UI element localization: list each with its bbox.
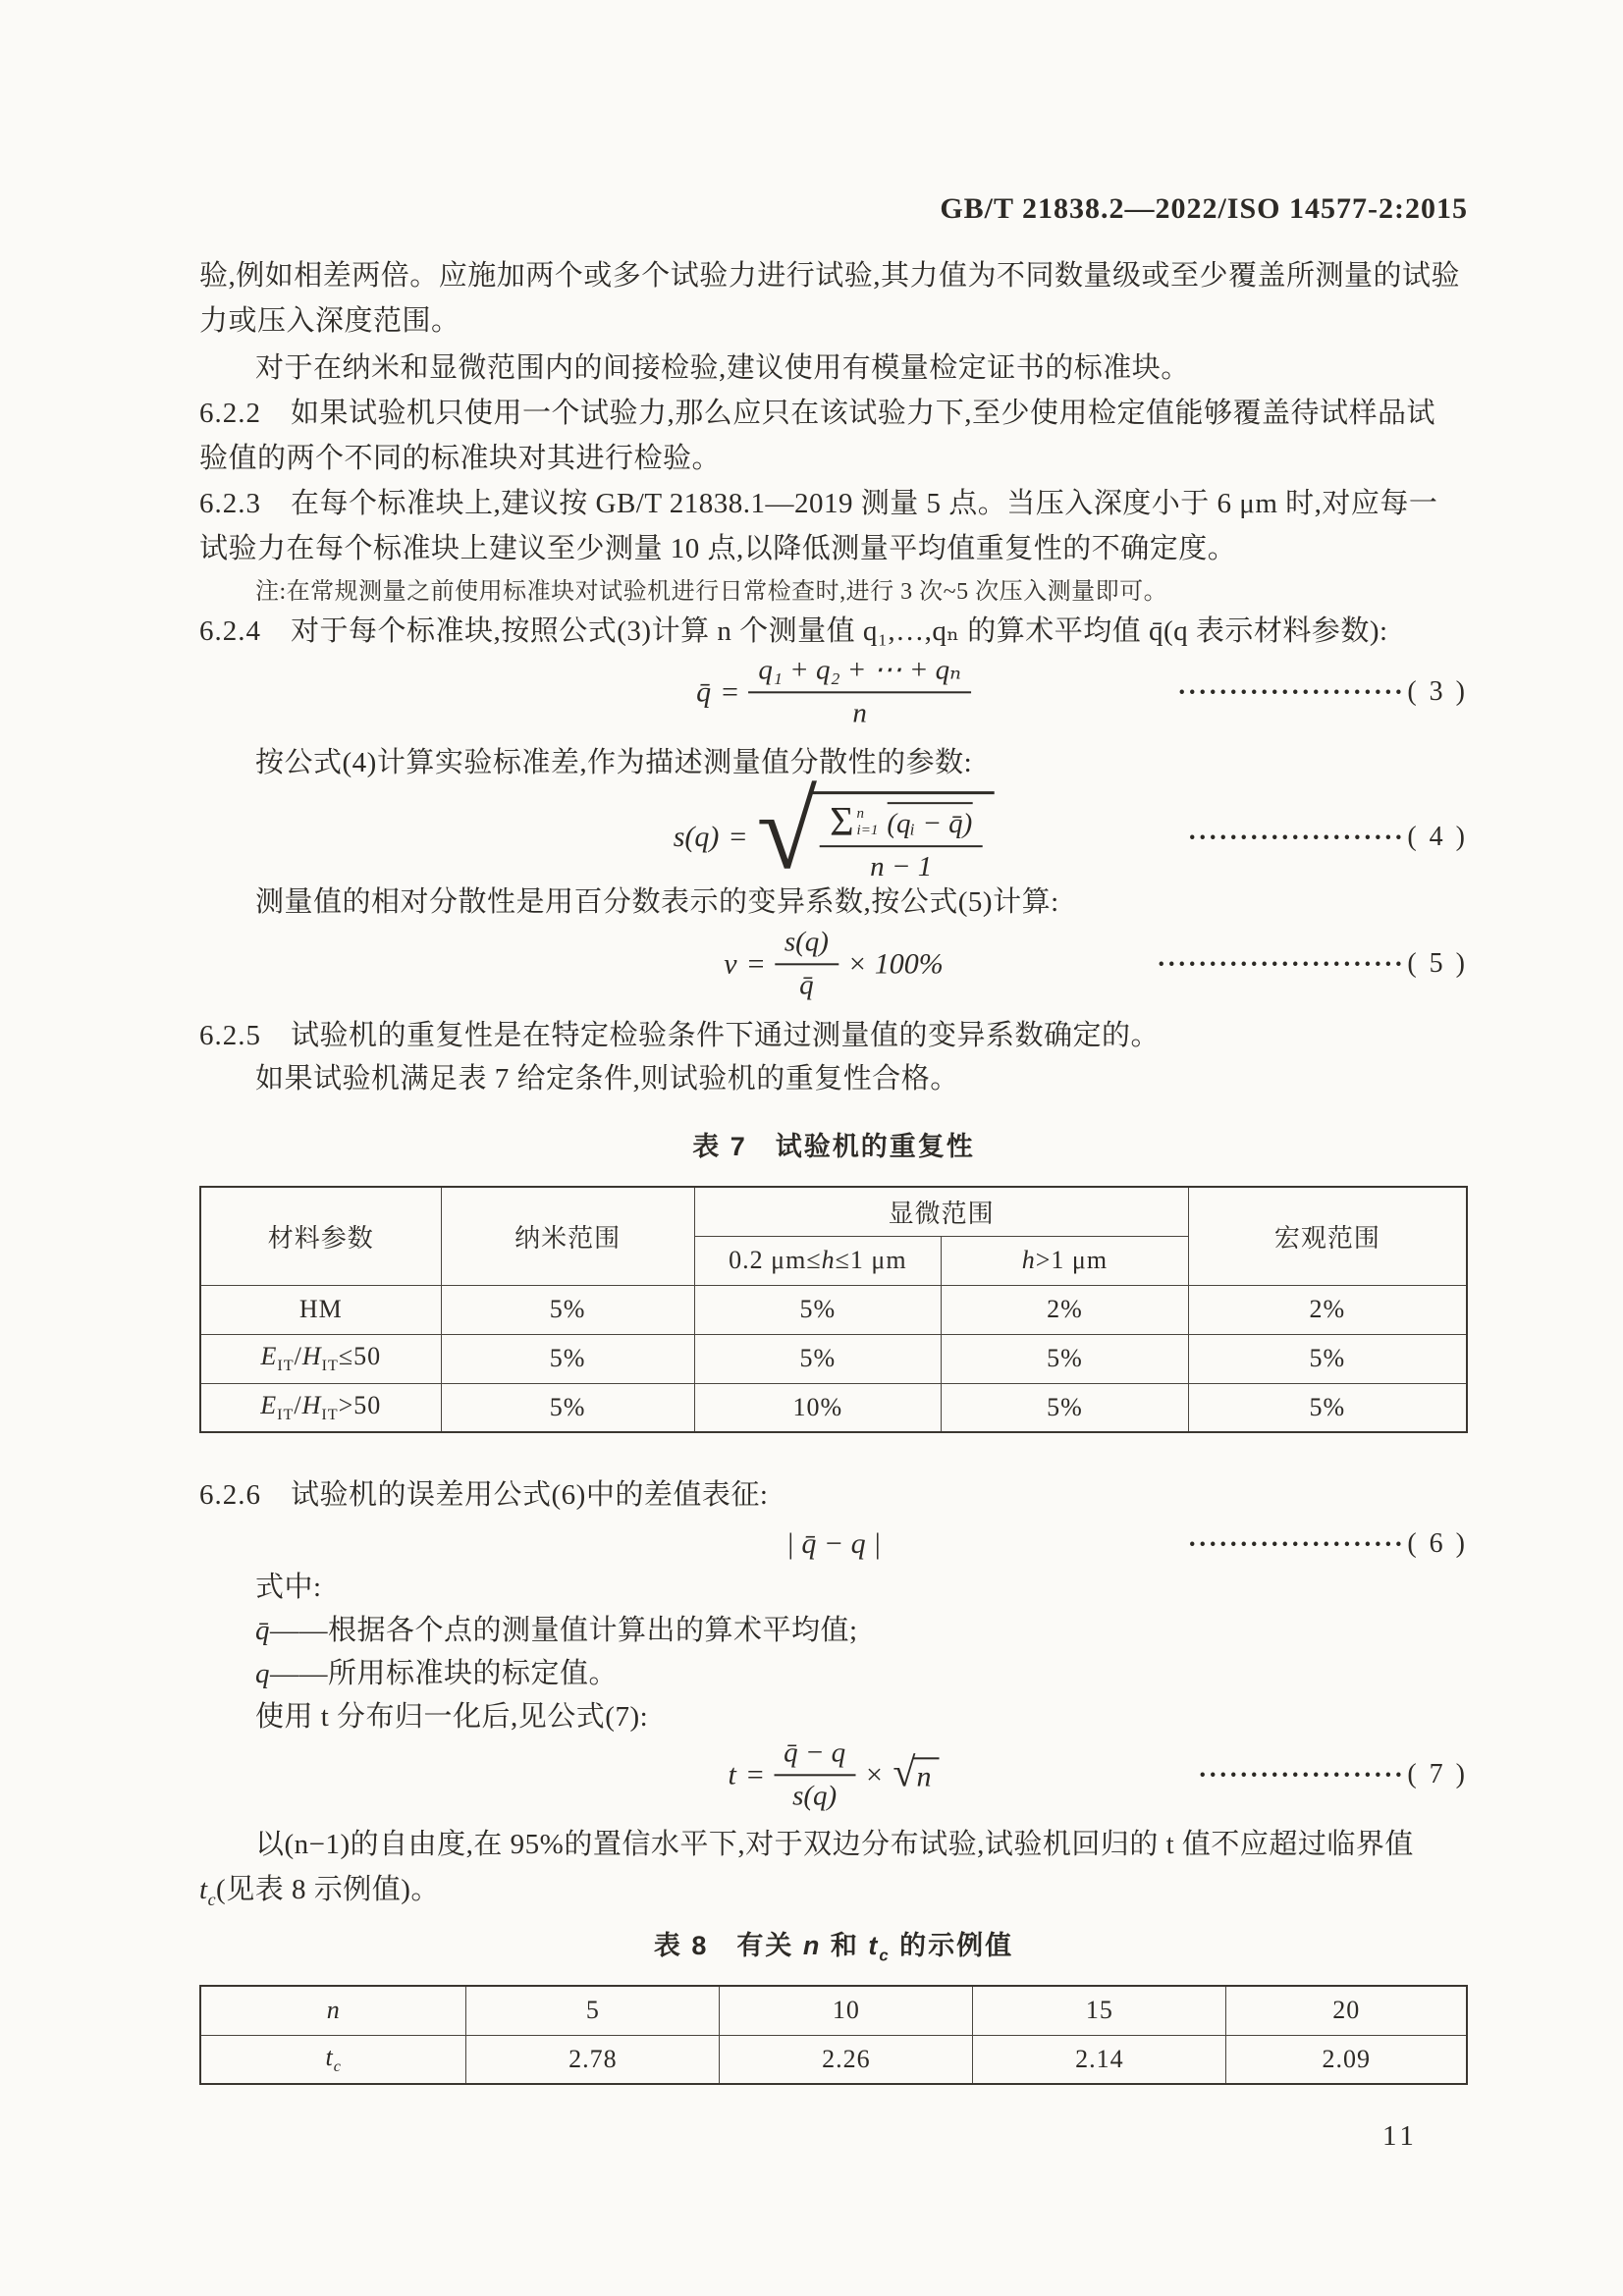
term-qbar [199,1608,1468,1653]
table8-cell: 2.14 [973,2035,1226,2084]
equation-5 [199,915,1468,1013]
sum-upper-limit: n [856,805,865,822]
paragraph-indirect-verification: 对于在纳米和显微范围内的间接检验,建议使用有模量检定证书的标准块。 [255,352,1190,384]
denominator: n − 1 [870,851,933,883]
eq6-expression: | q̄ − q | [785,1527,882,1560]
dot-leader: ······················ [1177,676,1405,707]
denominator: s(q) [792,1780,838,1811]
equation-reference [1157,948,1468,980]
section-text: 如果试验机只使用一个试验力,那么应只在该试验力下,至少使用检定值能够覆盖待试样品试 [291,398,1436,429]
table-7 [199,1186,1468,1433]
summation [830,800,879,846]
table7-cell: 10% [694,1383,942,1432]
table7-cell: 5% [1188,1383,1467,1432]
numerator: q̄ − q [774,1735,855,1776]
section-text: 在每个标准块上,建议按 GB/T 21838.1—2019 测量 5 点。当压入深度小于 6 μm 时,对应每一 [291,488,1438,519]
paragraph-continuation [199,253,1468,344]
table7-header-micro-sub1: 0.2 μm≤h≤1 μm [694,1236,942,1285]
table7-cell: 5% [694,1334,942,1383]
table7-cell: 2% [1188,1285,1467,1334]
section-6-2-2 [199,391,1468,481]
denominator: q̄ [799,969,814,1000]
equation-reference [1177,676,1468,708]
equation-3 [199,644,1468,740]
equation-reference [1188,1528,1468,1560]
equation-number: ( 6 ) [1407,1528,1468,1559]
table8-row-tc [200,2035,1467,2084]
table8-label-n: n [200,1986,466,2035]
table8-cell: 20 [1226,1986,1467,2035]
note-paragraph: 注:在常规测量之前使用标准块对试验机进行日常检查时,进行 3 次~5 次压入测量即可。 [255,579,1168,605]
section-number: 6.2.4 [199,615,261,647]
eq7-equals: = [744,1758,766,1790]
term-definition: ——根据各个点的测量值计算出的算术平均值; [270,1615,858,1646]
table8-cell: 10 [720,1986,973,2035]
table7-row-eit-gt-50 [200,1383,1467,1432]
table7-title: 表 7 试验机的重复性 [692,1132,975,1161]
section-6-2-5 [199,1013,1468,1058]
table7-cell-label: $E_{IT}/H_{IT}>50$ [200,1383,441,1432]
equation-number: ( 5 ) [1407,948,1468,979]
equation-reference [1198,1759,1468,1790]
table8-cell: 2.78 [466,2035,720,2084]
table7-cell: 2% [942,1285,1189,1334]
radicand: n [912,1758,939,1794]
table7-cell: 5% [441,1334,694,1383]
eq3-lhs: q̄ [696,675,712,708]
equation-reference [1188,822,1468,853]
formula-t-value [729,1735,940,1814]
term-definition: ——所用标准块的标定值。 [270,1658,619,1689]
table8-cell: 15 [973,1986,1226,2035]
paragraph-eq5-intro: 测量值的相对分散性是用百分数表示的变异系数,按公式(5)计算: [255,886,1059,918]
eq5-equals: = [745,947,766,980]
section-text: 试验机的误差用公式(6)中的差值表征: [291,1479,769,1511]
equation-7 [199,1724,1468,1826]
eq4-equals: = [728,821,748,853]
numerator: s(q) [775,924,839,965]
section-number: 6.2.3 [199,488,261,519]
section-text: 试验力在每个标准块上建议至少测量 10 点,以降低测量平均值重复性的不确定度。 [199,533,1237,564]
table7-header-micro-sub2: h>1 μm [942,1236,1189,1285]
table7-cell-label: $E_{IT}/H_{IT}\le 50$ [200,1334,441,1383]
paragraph-repeatability: 如果试验机满足表 7 给定条件,则试验机的重复性合格。 [255,1063,959,1095]
table7-cell-label: HM [200,1285,441,1334]
paragraph-confidence [199,1822,1468,1922]
term-q [199,1651,1468,1696]
numerator: q₁ + q₂ + ⋯ + qₙ [748,652,971,693]
table7-header-material: 材料参数 [200,1187,441,1285]
fraction [775,924,839,1003]
eq7-lhs: t [728,1758,736,1790]
paragraph-line: 力或压入深度范围。 [199,305,460,337]
dot-leader: ························ [1157,948,1405,979]
table7-cell: 5% [1188,1334,1467,1383]
formula-mean [696,652,971,731]
formula-variation-coefficient [724,924,943,1003]
paragraph-line: 以(n−1)的自由度,在 95%的置信水平下,对于双边分布试验,试验机回归的 t 值不应超过临界值 [255,1829,1414,1860]
table8-row-n [200,1986,1467,2035]
radical-sign: √ [756,771,818,893]
table7-cell: 5% [942,1334,1189,1383]
section-number: 6.2.2 [199,398,261,429]
sum-lower-limit: i=1 [856,823,879,839]
section-text: 对于每个标准块,按照公式(3)计算 n 个测量值 q₁,…,qₙ 的算术平均值 q̄(q 表示材料参数): [291,615,1388,647]
where-label: 式中: [255,1572,322,1603]
paragraph-t-distribution: 使用 t 分布归一化后,见公式(7): [255,1701,649,1733]
table8-title: 表 8 有关 n 和 $t_c$ 的示例值 [653,1931,1014,1965]
table8-label-tc: $t_c$ [200,2035,466,2084]
dot-leader: ····················· [1187,1528,1405,1559]
sqrt-n [893,1750,939,1796]
eq5-tail: × 100% [846,947,944,980]
page-number: 11 [1382,2120,1418,2152]
dot-leader: ····················· [1187,822,1405,852]
section-text: 试验机的重复性是在特定检验条件下通过测量值的变异系数确定的。 [291,1020,1161,1051]
equation-number: ( 7 ) [1407,1759,1468,1789]
eq7-times: × [864,1758,885,1790]
table7-row-hm [200,1285,1467,1334]
section-number: 6.2.5 [199,1020,261,1051]
term-symbol: q [255,1658,270,1689]
paragraph-line: $t_c$(见表 8 示例值)。 [199,1874,440,1909]
table7-cell: 5% [942,1383,1189,1432]
table7-cell: 5% [441,1383,694,1432]
table-8 [199,1985,1468,2085]
table7-row-eit-le-50 [200,1334,1467,1383]
table7-cell: 5% [441,1285,694,1334]
section-number: 6.2.6 [199,1479,261,1511]
square-root [756,771,995,893]
table7-cell: 5% [694,1285,942,1334]
paragraph-eq4-intro: 按公式(4)计算实验标准差,作为描述测量值分散性的参数: [255,747,973,778]
fraction [748,652,971,731]
formula-error [786,1527,882,1561]
table7-header-nano: 纳米范围 [441,1187,694,1285]
eq5-lhs: v [724,947,737,980]
table7-header-macro: 宏观范围 [1188,1187,1467,1285]
summand: (qᵢ − q̄) [887,802,972,843]
radical-sign: √ [893,1750,916,1796]
section-6-2-6 [199,1472,1468,1518]
equation-number: ( 3 ) [1407,676,1468,707]
equation-number: ( 4 ) [1407,822,1468,852]
equation-6 [199,1520,1468,1569]
term-symbol: q̄ [255,1615,270,1646]
standard-code: GB/T 21838.2—2022/ISO 14577-2:2015 [940,192,1468,225]
table7-header-micro: 显微范围 [694,1187,1188,1236]
sigma-symbol: Σ [830,800,854,846]
table8-cell: 2.09 [1226,2035,1467,2084]
eq4-lhs: s(q) [673,821,720,853]
fraction [774,1735,855,1814]
eq3-equals: = [720,675,740,708]
table8-cell: 2.26 [720,2035,973,2084]
table8-cell: 5 [466,1986,720,2035]
fraction [820,802,982,886]
denominator: n [852,697,867,728]
paragraph-line: 验,例如相差两倍。应施加两个或多个试验力进行试验,其力值为不同数量级或至少覆盖所测量的试验 [199,260,1461,292]
section-6-2-3 [199,481,1468,571]
section-text: 验值的两个不同的标准块对其进行检验。 [199,443,722,474]
dot-leader: ···················· [1198,1759,1405,1789]
formula-stddev [673,771,995,893]
